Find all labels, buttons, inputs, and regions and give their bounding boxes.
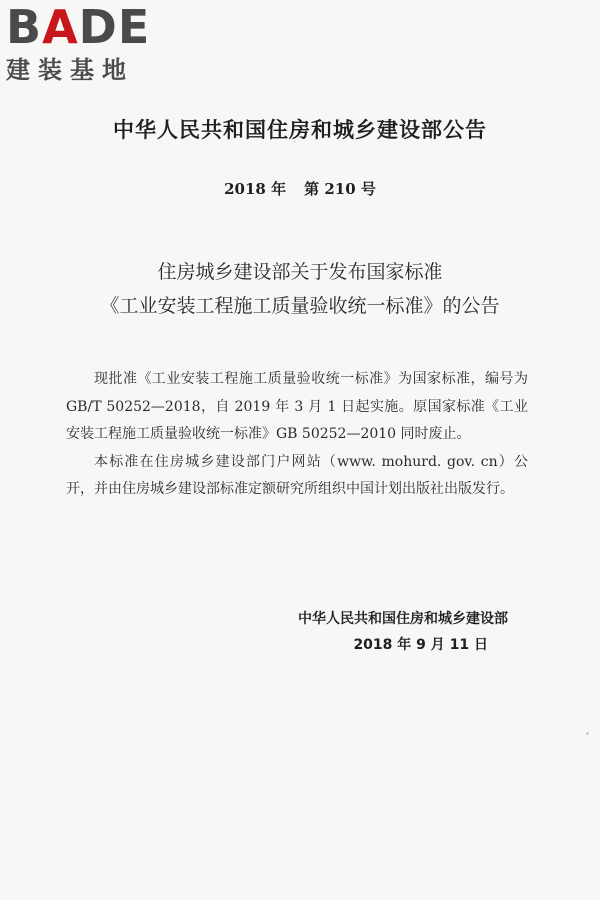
signature-issuer: 中华人民共和国住房和城乡建设部 xyxy=(298,611,508,627)
body-paragraph-publication: 本标准在住房城乡建设部门户网站（www. mohurd. gov. cn）公开，并由住房城乡建设部标准定额研究所组织中国计划出版社出版发行。 xyxy=(66,453,528,497)
notice-body xyxy=(66,366,528,504)
logo-subtitle: 建装基地 xyxy=(6,56,134,84)
notice-subject-line-2: 《工业安装工程施工质量验收统一标准》的公告 xyxy=(100,295,500,317)
notice-subject xyxy=(0,255,600,323)
notice-subject-line-1: 住房城乡建设部关于发布国家标准 xyxy=(157,261,443,283)
signature-block xyxy=(298,606,508,658)
notice-year: 2018 年 xyxy=(224,180,287,198)
notice-number xyxy=(0,178,600,200)
notice-issue-number: 第 210 号 xyxy=(304,180,376,198)
bade-logo xyxy=(6,0,176,84)
page-title: 中华人民共和国住房和城乡建设部公告 xyxy=(113,118,487,142)
body-paragraph-approval: 现批准《工业安装工程施工质量验收统一标准》为国家标准，编号为 GB/T 50252—2018，自 2019 年 3 月 1 日起实施。原国家标准《工业安装工程施工质量验收统一标准》GB 50252—2010 同时废止。 xyxy=(66,371,528,442)
signature-date: 2018 年 9 月 11 日 xyxy=(353,637,488,653)
logo-accent-letter: A xyxy=(42,0,79,54)
scan-speck xyxy=(586,732,589,735)
logo-wordmark: BADE xyxy=(6,0,151,54)
